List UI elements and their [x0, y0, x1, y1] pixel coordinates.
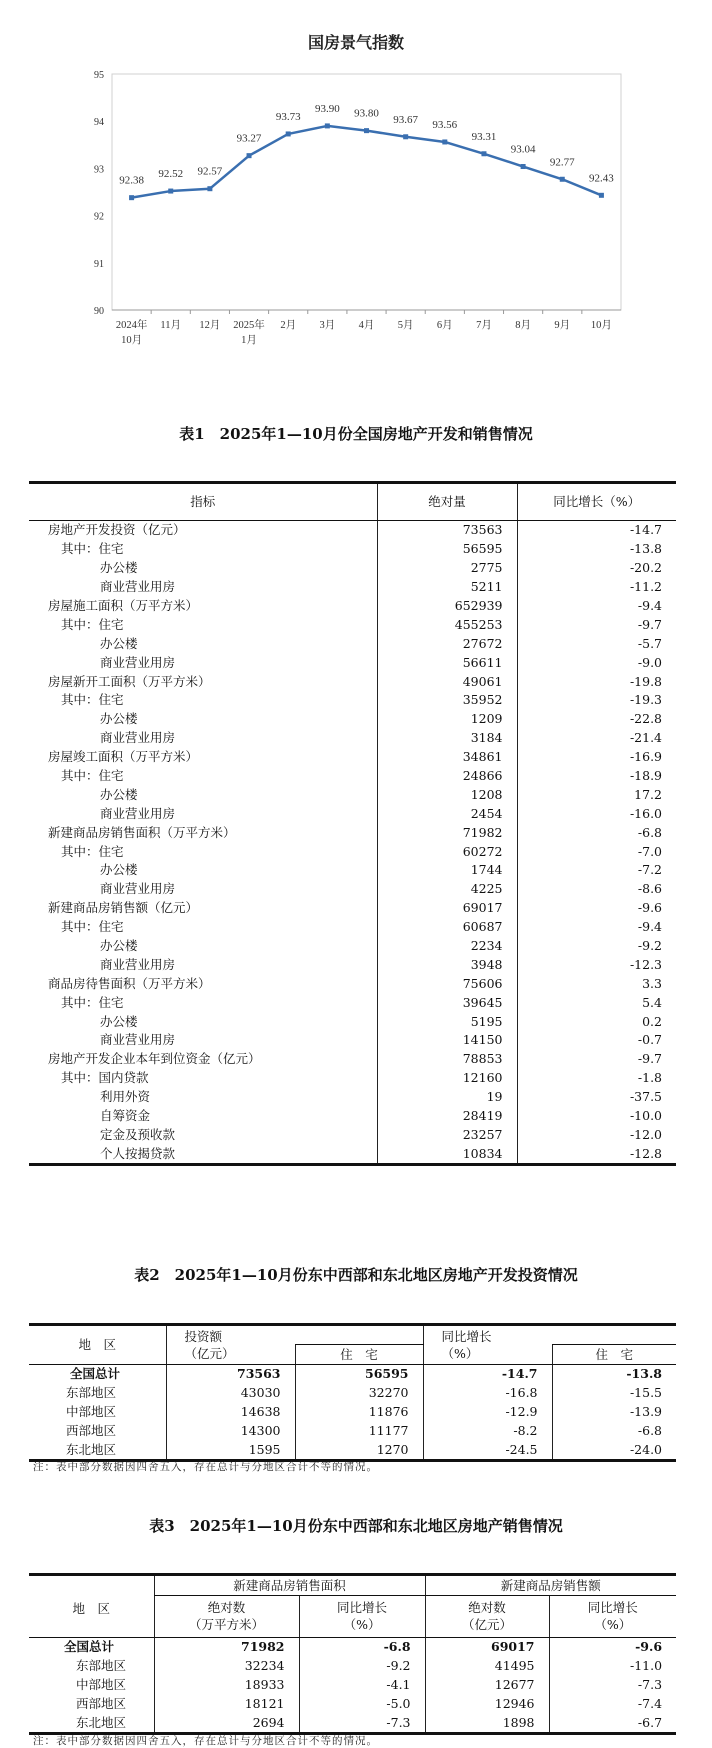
growth-value: 3.3	[517, 974, 676, 993]
table-row	[29, 842, 676, 861]
chart-title: 国房景气指数	[307, 33, 404, 52]
growth-value: -9.2	[517, 937, 676, 956]
x-tick-label: 1月	[241, 335, 257, 346]
absolute-value: 5195	[377, 1012, 517, 1031]
absolute-value: 73563	[377, 521, 517, 540]
sales-growth: -6.7	[549, 1713, 676, 1733]
growth-value: -7.2	[517, 861, 676, 880]
header-area-abs: 绝对数 （万平方米）	[154, 1595, 299, 1637]
table2-note: 注：表中部分数据因四舍五入，存在总计与分地区合计不等的情况。	[33, 1461, 378, 1473]
growth-residential: -24.0	[552, 1440, 676, 1460]
absolute-value: 2775	[377, 559, 517, 578]
table-row	[29, 1031, 676, 1050]
absolute-value: 14150	[377, 1031, 517, 1050]
growth: -16.8	[423, 1384, 552, 1403]
residential: 56595	[295, 1364, 423, 1383]
indicator-label: 房地产开发投资（亿元）	[48, 522, 186, 538]
table-row	[29, 1069, 676, 1088]
growth-residential: -13.8	[552, 1364, 676, 1383]
growth-value: 17.2	[517, 785, 676, 804]
absolute-value: 24866	[377, 767, 517, 786]
growth-value: -5.7	[517, 634, 676, 653]
table-row	[29, 1713, 676, 1733]
growth-value: -8.6	[517, 880, 676, 899]
residential: 11876	[295, 1403, 423, 1422]
header-residential: 住 宅	[295, 1345, 423, 1365]
table-row	[29, 1050, 676, 1069]
data-label: 93.80	[354, 107, 379, 120]
y-tick-label: 92	[94, 211, 104, 223]
x-tick-label: 2024年	[115, 320, 148, 331]
data-label: 92.57	[197, 165, 223, 178]
absolute-value: 28419	[377, 1107, 517, 1126]
header-sales-growth: 同比增长 （%）	[549, 1595, 676, 1637]
absolute-value: 10834	[377, 1144, 517, 1164]
growth-value: -1.8	[517, 1069, 676, 1088]
region: 全国总计	[64, 1639, 115, 1655]
table-row	[29, 521, 676, 540]
table3	[29, 1573, 676, 1735]
region: 东部地区	[66, 1385, 117, 1401]
growth-value: -9.6	[517, 899, 676, 918]
absolute-value: 1209	[377, 710, 517, 729]
sales-growth: -11.0	[549, 1657, 676, 1676]
table-row	[29, 937, 676, 956]
x-tick-label: 10月	[590, 320, 612, 331]
x-tick-label: 12月	[199, 320, 221, 331]
absolute-value: 1208	[377, 785, 517, 804]
absolute-value: 2234	[377, 937, 517, 956]
growth: -12.9	[423, 1403, 552, 1422]
data-point	[599, 193, 604, 198]
table-row	[29, 993, 676, 1012]
absolute-value: 23257	[377, 1126, 517, 1145]
area-growth: -6.8	[299, 1637, 425, 1656]
table-row	[29, 785, 676, 804]
table-row	[29, 1384, 676, 1403]
growth-value: 5.4	[517, 993, 676, 1012]
growth-value: -10.0	[517, 1107, 676, 1126]
table-row	[29, 653, 676, 672]
absolute-value: 71982	[377, 823, 517, 842]
area-growth: -4.1	[299, 1676, 425, 1695]
indicator-label: 商业营业用房	[100, 805, 176, 821]
table-row	[29, 1657, 676, 1676]
data-point	[481, 151, 486, 156]
sales: 41495	[425, 1657, 549, 1676]
y-tick-label: 95	[94, 70, 104, 81]
indicator-label: 房屋竣工面积（万平方米）	[48, 749, 199, 765]
indicator-label: 办公楼	[100, 711, 138, 727]
absolute-value: 3948	[377, 955, 517, 974]
x-tick-label: 2月	[280, 320, 297, 331]
absolute-value: 78853	[377, 1050, 517, 1069]
area: 2694	[154, 1713, 299, 1733]
residential: 1270	[295, 1440, 423, 1460]
residential: 32270	[295, 1384, 423, 1403]
indicator-label: 其中：住宅	[61, 541, 124, 557]
header-investment: 投资额 （亿元）	[166, 1325, 295, 1365]
region: 西部地区	[76, 1696, 127, 1711]
table-row	[29, 1695, 676, 1714]
data-label: 93.67	[393, 113, 419, 126]
table2	[29, 1323, 676, 1462]
table-row	[29, 1422, 676, 1441]
data-label: 92.77	[549, 156, 575, 169]
indicator-label: 房地产开发企业本年到位资金（亿元）	[48, 1051, 261, 1067]
growth-value: -9.7	[517, 615, 676, 634]
data-label: 93.56	[432, 118, 458, 131]
data-label: 93.27	[236, 132, 262, 145]
x-tick-label: 2025年	[233, 320, 265, 331]
header-sales-abs: 绝对数 （亿元）	[425, 1595, 549, 1637]
growth-value: -37.5	[517, 1088, 676, 1107]
growth-value: -14.7	[517, 521, 676, 540]
indicator-label: 商品房待售面积（万平方米）	[48, 975, 211, 991]
table2-title: 表2 2025年1—10月份东中西部和东北地区房地产开发投资情况	[134, 1266, 578, 1284]
housing-climate-index-chart	[0, 0, 712, 360]
table-row	[29, 578, 676, 597]
x-tick-label: 7月	[476, 320, 492, 331]
x-tick-label: 3月	[319, 320, 336, 331]
investment: 73563	[166, 1364, 295, 1383]
area: 18121	[154, 1695, 299, 1714]
indicator-label: 其中：住宅	[61, 843, 124, 859]
data-point	[286, 131, 291, 136]
absolute-value: 39645	[377, 993, 517, 1012]
sales-growth: -7.3	[549, 1676, 676, 1695]
header-growth: 同比增长（%）	[517, 483, 676, 521]
indicator-label: 商业营业用房	[100, 654, 176, 670]
header-region: 地 区	[29, 1575, 154, 1638]
data-point	[207, 186, 212, 191]
growth-value: -11.2	[517, 578, 676, 597]
absolute-value: 75606	[377, 974, 517, 993]
table-row	[29, 1637, 676, 1656]
indicator-label: 商业营业用房	[100, 956, 176, 972]
data-label: 93.90	[314, 102, 340, 115]
table1	[29, 481, 676, 1166]
growth-value: -9.4	[517, 597, 676, 616]
absolute-value: 60687	[377, 918, 517, 937]
growth-residential: -13.9	[552, 1403, 676, 1422]
indicator-label: 其中：住宅	[61, 692, 124, 708]
absolute-value: 652939	[377, 597, 517, 616]
data-point	[364, 128, 369, 133]
table-row	[29, 1364, 676, 1383]
sales: 1898	[425, 1713, 549, 1733]
table-row	[29, 974, 676, 993]
table-row	[29, 691, 676, 710]
data-point	[247, 153, 252, 158]
table-row	[29, 899, 676, 918]
indicator-label: 自筹资金	[100, 1108, 151, 1124]
table-row	[29, 748, 676, 767]
data-label: 92.43	[589, 172, 614, 185]
investment: 43030	[166, 1384, 295, 1403]
table1-title: 表1 2025年1—10月份全国房地产开发和销售情况	[179, 425, 533, 443]
table-row	[29, 615, 676, 634]
indicator-label: 其中：住宅	[61, 616, 124, 632]
y-tick-label: 91	[94, 258, 104, 270]
growth-value: -12.3	[517, 955, 676, 974]
indicator-label: 商业营业用房	[100, 730, 176, 746]
absolute-value: 49061	[377, 672, 517, 691]
x-tick-label: 10月	[121, 335, 143, 346]
growth-value: -18.9	[517, 767, 676, 786]
absolute-value: 34861	[377, 748, 517, 767]
table-row	[29, 1676, 676, 1695]
data-label: 93.04	[510, 143, 536, 156]
table-row	[29, 1440, 676, 1460]
indicator-label: 新建商品房销售额（亿元）	[48, 900, 199, 916]
table-row	[29, 1012, 676, 1031]
area: 71982	[154, 1637, 299, 1656]
header-area-group: 新建商品房销售面积	[154, 1575, 425, 1596]
sales: 69017	[425, 1637, 549, 1656]
residential: 11177	[295, 1422, 423, 1441]
header-sales-group: 新建商品房销售额	[425, 1575, 676, 1596]
growth: -8.2	[423, 1422, 552, 1441]
indicator-label: 商业营业用房	[100, 579, 176, 595]
data-label: 92.52	[158, 168, 184, 181]
indicator-label: 商业营业用房	[100, 881, 176, 897]
growth-value: 0.2	[517, 1012, 676, 1031]
growth: -24.5	[423, 1440, 552, 1460]
growth-residential: -6.8	[552, 1422, 676, 1441]
growth-value: -0.7	[517, 1031, 676, 1050]
data-point	[129, 195, 134, 200]
indicator-label: 办公楼	[100, 862, 138, 878]
growth-value: -6.8	[517, 823, 676, 842]
indicator-label: 其中：住宅	[61, 994, 124, 1010]
table-row	[29, 767, 676, 786]
data-point	[521, 164, 526, 169]
indicator-label: 办公楼	[100, 635, 138, 651]
absolute-value: 27672	[377, 634, 517, 653]
growth-value: -9.7	[517, 1050, 676, 1069]
sales: 12946	[425, 1695, 549, 1714]
data-label: 92.38	[119, 174, 144, 187]
table-row	[29, 918, 676, 937]
absolute-value: 4225	[377, 880, 517, 899]
absolute-value: 2454	[377, 804, 517, 823]
data-label: 93.73	[275, 110, 301, 123]
absolute-value: 35952	[377, 691, 517, 710]
growth-value: -9.0	[517, 653, 676, 672]
x-tick-label: 9月	[554, 320, 571, 331]
absolute-value: 12160	[377, 1069, 517, 1088]
table-row	[29, 1403, 676, 1422]
header-absolute: 绝对量	[377, 483, 517, 521]
growth-value: -16.0	[517, 804, 676, 823]
series-line	[132, 126, 602, 198]
table-row	[29, 823, 676, 842]
table3-note: 注：表中部分数据因四舍五入，存在总计与分地区合计不等的情况。	[33, 1735, 378, 1747]
table-row	[29, 597, 676, 616]
table-row	[29, 861, 676, 880]
region: 中部地区	[76, 1677, 127, 1693]
indicator-label: 其中：住宅	[61, 768, 124, 784]
indicator-label: 新建商品房销售面积（万平方米）	[48, 824, 236, 840]
indicator-label: 其中：国内贷款	[61, 1070, 149, 1086]
area: 32234	[154, 1657, 299, 1676]
indicator-label: 商业营业用房	[100, 1032, 176, 1048]
indicator-label: 其中：住宅	[61, 919, 124, 935]
absolute-value: 19	[377, 1088, 517, 1107]
table-row	[29, 1126, 676, 1145]
area: 18933	[154, 1676, 299, 1695]
x-tick-label: 4月	[358, 320, 375, 331]
indicator-label: 定金及预收款	[100, 1126, 176, 1142]
indicator-label: 办公楼	[100, 786, 138, 802]
y-tick-label: 90	[94, 306, 104, 317]
investment: 1595	[166, 1440, 295, 1460]
investment: 14638	[166, 1403, 295, 1422]
sales-growth: -9.6	[549, 1637, 676, 1656]
table-row	[29, 804, 676, 823]
absolute-value: 1744	[377, 861, 517, 880]
table-row	[29, 1144, 676, 1164]
region: 东部地区	[76, 1658, 127, 1674]
absolute-value: 5211	[377, 578, 517, 597]
absolute-value: 3184	[377, 729, 517, 748]
region: 全国总计	[70, 1366, 121, 1382]
header-indicator: 指标	[29, 483, 377, 521]
sales: 12677	[425, 1676, 549, 1695]
indicator-label: 办公楼	[100, 560, 138, 576]
sales-growth: -7.4	[549, 1695, 676, 1714]
area-growth: -5.0	[299, 1695, 425, 1714]
header-growth-residential: 住 宅	[552, 1345, 676, 1365]
growth-value: -12.8	[517, 1144, 676, 1164]
table3-title: 表3 2025年1—10月份东中西部和东北地区房地产销售情况	[149, 1517, 563, 1535]
data-point	[442, 139, 447, 144]
region: 东北地区	[66, 1441, 117, 1457]
indicator-label: 个人按揭贷款	[100, 1145, 176, 1161]
data-point	[560, 177, 565, 182]
indicator-label: 房屋施工面积（万平方米）	[48, 598, 199, 613]
absolute-value: 56611	[377, 653, 517, 672]
table-row	[29, 1107, 676, 1126]
header-region: 地 区	[29, 1325, 166, 1365]
header-area-growth: 同比增长 （%）	[299, 1595, 425, 1637]
indicator-label: 利用外资	[100, 1089, 151, 1105]
table-row	[29, 559, 676, 578]
table-row	[29, 634, 676, 653]
table-row	[29, 729, 676, 748]
data-point	[325, 123, 330, 128]
growth-value: -16.9	[517, 748, 676, 767]
area-growth: -7.3	[299, 1713, 425, 1733]
growth-value: -19.3	[517, 691, 676, 710]
area-growth: -9.2	[299, 1657, 425, 1676]
header-growth: 同比增长 （%）	[423, 1325, 552, 1365]
absolute-value: 69017	[377, 899, 517, 918]
region: 西部地区	[66, 1423, 117, 1438]
growth-value: -12.0	[517, 1126, 676, 1145]
table-row	[29, 710, 676, 729]
data-point	[403, 134, 408, 139]
growth-value: -20.2	[517, 559, 676, 578]
growth: -14.7	[423, 1364, 552, 1383]
indicator-label: 房屋新开工面积（万平方米）	[48, 673, 211, 689]
absolute-value: 56595	[377, 540, 517, 559]
growth-value: -7.0	[517, 842, 676, 861]
data-point	[168, 189, 173, 194]
x-tick-label: 6月	[436, 320, 453, 331]
absolute-value: 60272	[377, 842, 517, 861]
growth-value: -22.8	[517, 710, 676, 729]
y-tick-label: 93	[94, 164, 104, 176]
growth-value: -13.8	[517, 540, 676, 559]
growth-value: -21.4	[517, 729, 676, 748]
table-row	[29, 672, 676, 691]
investment: 14300	[166, 1422, 295, 1441]
table-row	[29, 540, 676, 559]
table-row	[29, 1088, 676, 1107]
growth-value: -19.8	[517, 672, 676, 691]
x-tick-label: 8月	[515, 320, 531, 331]
indicator-label: 办公楼	[100, 938, 138, 954]
table-row	[29, 955, 676, 974]
region: 中部地区	[66, 1404, 117, 1420]
indicator-label: 办公楼	[100, 1013, 138, 1029]
growth-residential: -15.5	[552, 1384, 676, 1403]
growth-value: -9.4	[517, 918, 676, 937]
x-tick-label: 5月	[397, 320, 414, 331]
table-row	[29, 880, 676, 899]
y-tick-label: 94	[94, 117, 104, 129]
x-tick-label: 11月	[160, 320, 182, 331]
absolute-value: 455253	[377, 615, 517, 634]
data-label: 93.31	[471, 130, 497, 143]
region: 东北地区	[76, 1714, 127, 1730]
